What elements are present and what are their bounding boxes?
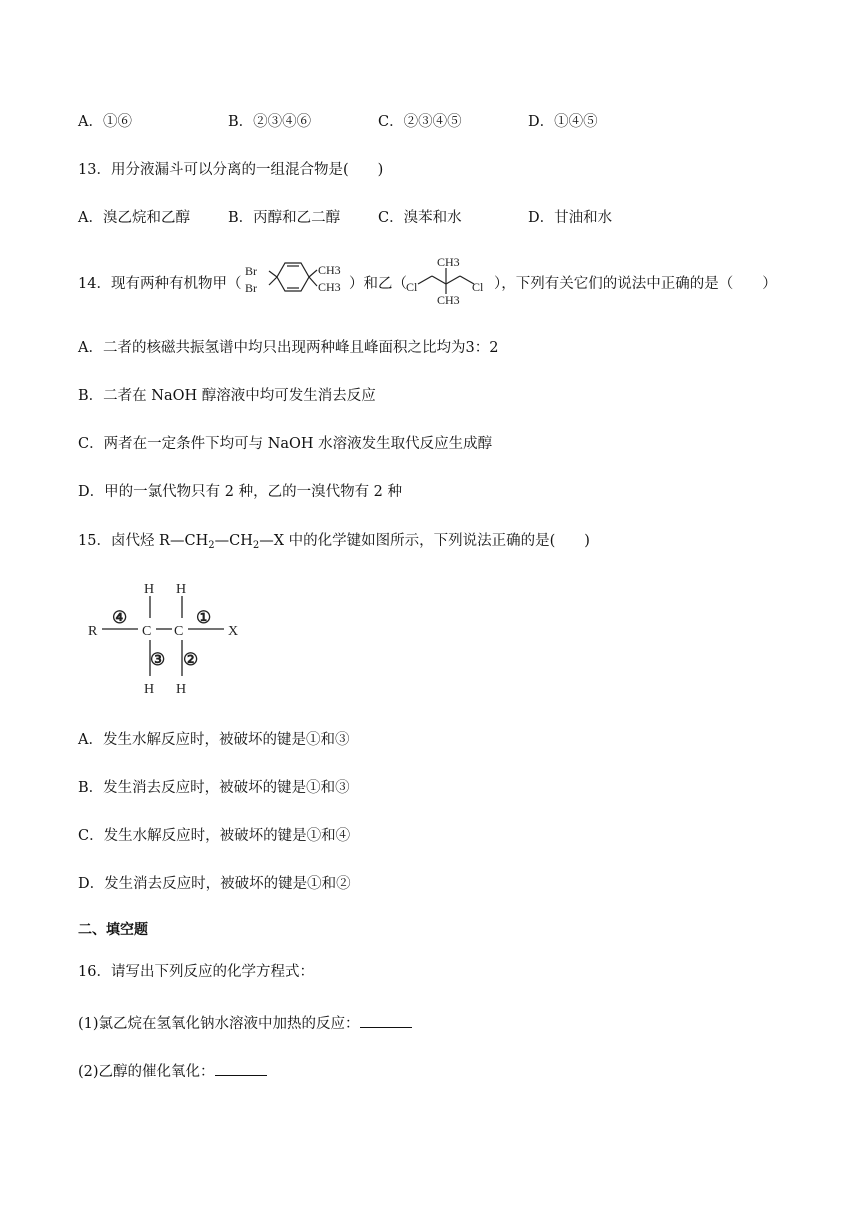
q15-stem-part1: 15．卤代烃 R—CH: [78, 533, 209, 549]
yi-methyl-top: CH3: [437, 255, 460, 269]
bond-label-2: ②: [183, 650, 199, 669]
diagram-h-top-right: H: [176, 582, 187, 597]
diagram-h-bottom-right: H: [176, 682, 187, 697]
q15-option-d: D．发生消去反应时，被破坏的键是①和②: [78, 876, 351, 892]
q14-option-d: D．甲的一氯代物只有 2 种，乙的一溴代物有 2 种: [78, 484, 403, 500]
q16-item-2-text: (2)乙醇的催化氧化：: [78, 1064, 215, 1080]
diagram-h-top-left: H: [144, 582, 155, 597]
bond-label-4: ④: [112, 608, 128, 627]
q15-subscript-1: 2: [208, 540, 215, 551]
q14-stem-part1: 14．现有两种有机物甲（: [78, 276, 242, 292]
q16-answer-blank-1[interactable]: [360, 1013, 412, 1028]
q13-option-c: C．溴苯和水: [378, 210, 462, 226]
yi-cl-right: Cl: [472, 280, 484, 294]
q15-subscript-2: 2: [252, 540, 260, 551]
diagram-x: X: [228, 624, 239, 639]
q15-stem: [78, 531, 590, 556]
compound-jia-structure: [243, 257, 349, 305]
q16-item-1-text: (1)氯乙烷在氢氧化钠水溶液中加热的反应：: [78, 1016, 360, 1032]
yi-cl-left: Cl: [406, 280, 418, 294]
q14-stem-part2: ）和乙（: [349, 276, 407, 292]
q14-option-a: A．二者的核磁共振氢谱中均只出现两种峰且峰面积之比均为3：2: [78, 340, 499, 356]
q14-stem-part3: ），下列有关它们的说法中正确的是（ ）: [494, 276, 777, 292]
q16-item-1: [78, 1013, 412, 1034]
jia-methyl-top: CH3: [318, 263, 341, 277]
section-heading-fill-in: 二、填空题: [78, 922, 148, 938]
jia-br-bottom: Br: [245, 281, 257, 295]
q15-stem-part3: —X 中的化学键如图所示，下列说法正确的是( ): [259, 533, 590, 549]
diagram-carbon-1: C: [142, 624, 152, 639]
bond-label-1: ①: [196, 608, 212, 627]
q14-option-b: B．二者在 NaOH 醇溶液中均可发生消去反应: [78, 388, 376, 404]
compound-yi-structure: [406, 254, 494, 306]
q13-option-d: D．甘油和水: [528, 210, 613, 226]
q13-option-a: A．溴乙烷和乙醇: [78, 210, 190, 226]
q13-stem: 13．用分液漏斗可以分离的一组混合物是( ): [78, 162, 384, 178]
q15-stem-part2: —CH: [214, 533, 253, 549]
diagram-r: R: [88, 624, 98, 639]
q15-option-b: B．发生消去反应时，被破坏的键是①和③: [78, 780, 350, 796]
q16-item-2: [78, 1061, 267, 1082]
diagram-carbon-2: C: [174, 624, 184, 639]
jia-br-top: Br: [245, 264, 257, 278]
bond-label-3: ③: [150, 650, 166, 669]
diagram-h-bottom-left: H: [144, 682, 155, 697]
q12-option-b: B．②③④⑥: [228, 114, 312, 130]
q16-answer-blank-2[interactable]: [215, 1061, 267, 1076]
jia-methyl-bottom: CH3: [318, 280, 341, 294]
halide-bond-diagram: [84, 578, 254, 700]
q15-option-a: A．发生水解反应时，被破坏的键是①和③: [78, 732, 350, 748]
q12-option-a: A．①⑥: [78, 114, 132, 130]
q12-option-c: C．②③④⑤: [378, 114, 462, 130]
q12-option-d: D．①④⑤: [528, 114, 598, 130]
q16-stem: 16．请写出下列反应的化学方程式：: [78, 964, 314, 980]
q15-option-c: C．发生水解反应时，被破坏的键是①和④: [78, 828, 351, 844]
q14-option-c: C．两者在一定条件下均可与 NaOH 水溶液发生取代反应生成醇: [78, 436, 493, 452]
yi-methyl-bottom: CH3: [437, 293, 460, 306]
q13-option-b: B．丙醇和乙二醇: [228, 210, 341, 226]
